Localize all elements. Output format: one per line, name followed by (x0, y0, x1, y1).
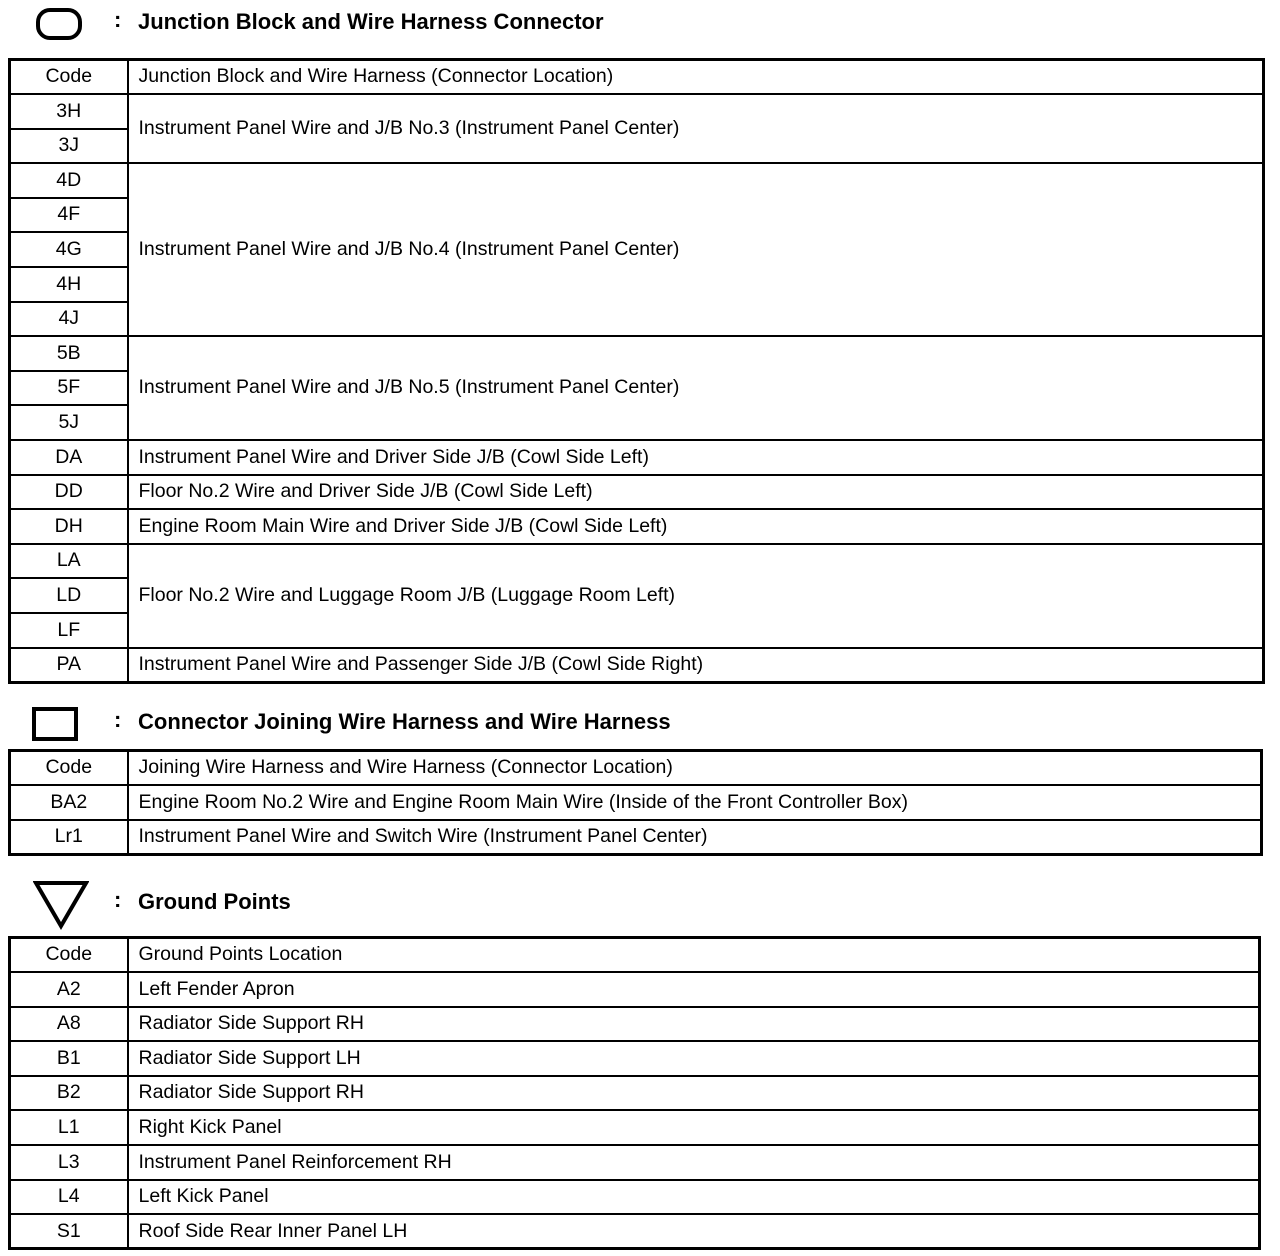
code-column-header: Code (10, 751, 128, 786)
junction-table (8, 58, 1265, 684)
code-cell: DD (10, 475, 128, 510)
code-cell: 4G (10, 232, 128, 267)
code-cell: DH (10, 509, 128, 544)
joining-section-title: Connector Joining Wire Harness and Wire Harness (138, 709, 671, 734)
code-column-header: Code (10, 938, 128, 973)
code-cell: A8 (10, 1007, 128, 1042)
location-cell: Instrument Panel Wire and Switch Wire (Instrument Panel Center) (128, 820, 1262, 855)
location-cell: Radiator Side Support RH (128, 1007, 1260, 1042)
down-triangle-icon (33, 880, 89, 930)
location-cell: Roof Side Rear Inner Panel LH (128, 1214, 1260, 1249)
rectangle-icon (32, 707, 78, 741)
code-cell: LA (10, 544, 128, 579)
joining-section-header (0, 702, 1280, 742)
ground-section-title: Ground Points (138, 889, 291, 914)
location-cell: Instrument Panel Wire and Passenger Side J/B (Cowl Side Right) (128, 648, 1264, 683)
code-cell: B1 (10, 1041, 128, 1076)
location-cell: Instrument Panel Wire and Driver Side J/B (Cowl Side Left) (128, 440, 1264, 475)
location-cell: Left Fender Apron (128, 972, 1260, 1007)
table-row (10, 1110, 1260, 1145)
location-cell: Radiator Side Support RH (128, 1076, 1260, 1111)
table-row (10, 1007, 1260, 1042)
location-column-header: Junction Block and Wire Harness (Connector Location) (128, 60, 1264, 95)
location-cell: Instrument Panel Wire and J/B No.5 (Instrument Panel Center) (128, 336, 1264, 440)
location-column-header: Joining Wire Harness and Wire Harness (Connector Location) (128, 751, 1262, 786)
table-row (10, 1145, 1260, 1180)
table-header-row (10, 60, 1264, 95)
location-cell: Right Kick Panel (128, 1110, 1260, 1145)
code-cell: B2 (10, 1076, 128, 1111)
ground-section-header (0, 876, 1280, 916)
code-cell: Lr1 (10, 820, 128, 855)
code-cell: DA (10, 440, 128, 475)
location-cell: Left Kick Panel (128, 1180, 1260, 1215)
location-cell: Engine Room Main Wire and Driver Side J/B (Cowl Side Left) (128, 509, 1264, 544)
rounded-rectangle-icon (36, 8, 82, 40)
table-row (10, 648, 1264, 683)
table-row (10, 163, 1264, 198)
code-cell: 5F (10, 371, 128, 406)
code-cell: L4 (10, 1180, 128, 1215)
code-cell: BA2 (10, 785, 128, 820)
table-row (10, 785, 1262, 820)
location-cell: Floor No.2 Wire and Driver Side J/B (Cowl Side Left) (128, 475, 1264, 510)
code-cell: A2 (10, 972, 128, 1007)
table-row (10, 1076, 1260, 1111)
junction-colon: : (114, 7, 122, 32)
table-row (10, 972, 1260, 1007)
table-header-row (10, 751, 1262, 786)
code-cell: 5J (10, 405, 128, 440)
code-cell: L1 (10, 1110, 128, 1145)
code-cell: 3J (10, 129, 128, 164)
code-cell: 4H (10, 267, 128, 302)
location-column-header: Ground Points Location (128, 938, 1260, 973)
code-cell: 4D (10, 163, 128, 198)
table-row (10, 544, 1264, 579)
table-row (10, 1180, 1260, 1215)
code-cell: 4F (10, 198, 128, 233)
location-cell: Instrument Panel Wire and J/B No.3 (Instrument Panel Center) (128, 94, 1264, 163)
ground-colon: : (114, 887, 122, 912)
location-cell: Instrument Panel Reinforcement RH (128, 1145, 1260, 1180)
code-cell: LF (10, 613, 128, 648)
code-cell: 5B (10, 336, 128, 371)
code-cell: 4J (10, 302, 128, 337)
table-row (10, 509, 1264, 544)
code-cell: S1 (10, 1214, 128, 1249)
table-row (10, 440, 1264, 475)
junction-section-header (0, 2, 1280, 42)
code-cell: 3H (10, 94, 128, 129)
ground-table (8, 936, 1261, 1250)
table-row (10, 475, 1264, 510)
joining-colon: : (114, 707, 122, 732)
location-cell: Instrument Panel Wire and J/B No.4 (Instrument Panel Center) (128, 163, 1264, 336)
junction-section-title: Junction Block and Wire Harness Connector (138, 9, 604, 34)
table-row (10, 820, 1262, 855)
code-cell: L3 (10, 1145, 128, 1180)
table-row (10, 336, 1264, 371)
table-row (10, 1214, 1260, 1249)
location-cell: Floor No.2 Wire and Luggage Room J/B (Luggage Room Left) (128, 544, 1264, 648)
code-cell: PA (10, 648, 128, 683)
table-header-row (10, 938, 1260, 973)
table-row (10, 94, 1264, 129)
code-cell: LD (10, 578, 128, 613)
table-row (10, 1041, 1260, 1076)
code-column-header: Code (10, 60, 128, 95)
location-cell: Radiator Side Support LH (128, 1041, 1260, 1076)
location-cell: Engine Room No.2 Wire and Engine Room Main Wire (Inside of the Front Controller Box) (128, 785, 1262, 820)
joining-table (8, 749, 1263, 856)
